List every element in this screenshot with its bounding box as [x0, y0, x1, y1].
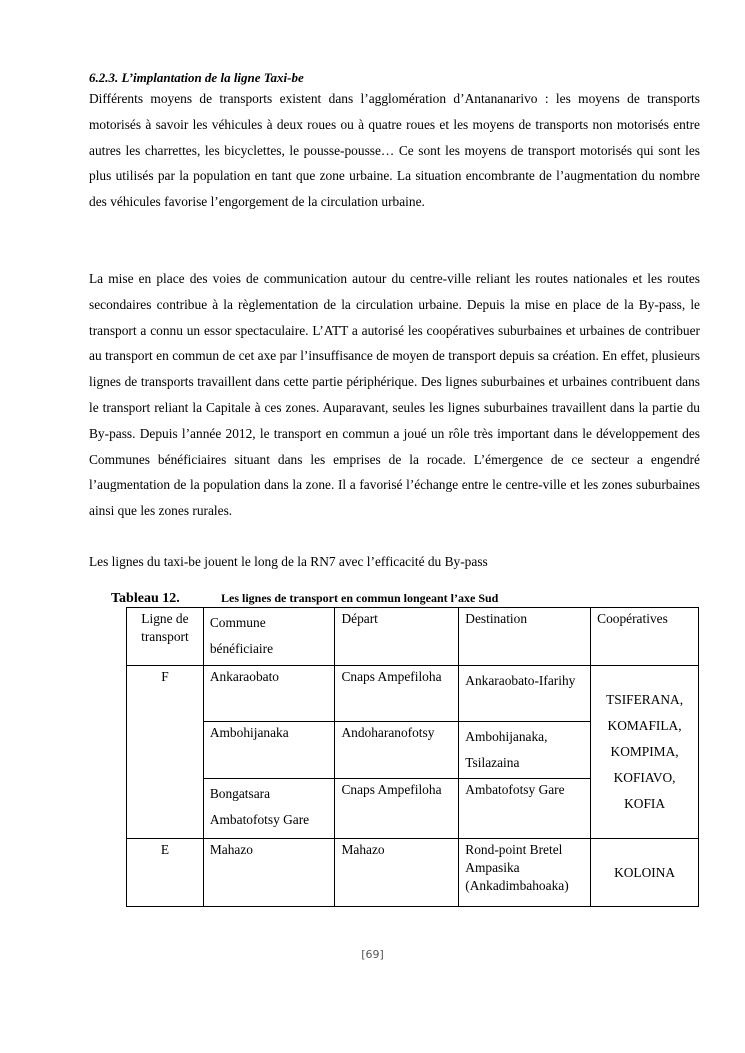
header-depart: Départ: [335, 608, 459, 666]
table-caption: [111, 589, 499, 607]
cell-destination: Ambohijanaka, Tsilazaina: [459, 722, 591, 779]
paragraph-transport-means: Différents moyens de transports existent dans l’agglomération d’Antananarivo : les moyens de transports motorisés à savoir les véhicules à deux roues ou à quatre roues et les moyens de transports non motorisés entre autres les charrettes, les bicyclettes, le pousse-pousse… Ce sont les moyens de transport motorisés qui sont les plus utilisés par la population en tant que zone urbaine. La situation encombrante de l’augmentation du nombre des véhicules favorise l’engorgement de la circulation urbaine.: [89, 91, 700, 210]
cell-ligne: E: [127, 839, 204, 907]
header-destination: Destination: [459, 608, 591, 666]
cell-depart: Mahazo: [335, 839, 459, 907]
paragraph-bypass: La mise en place des voies de communication autour du centre-ville reliant les routes nationales et les routes secondaires contribue à la règlementation de la circulation urbaine. Depuis la mise en place de la By-pass, le transport a connu un essor spectaculaire. L’ATT a autorisé les coopératives suburbaines et urbaines de contribuer au transport en commun de cet axe par l’insuffisance de moyen de transport depuis sa création. En effet, plusieurs lignes de transports travaillent dans cette partie périphérique. Des lignes suburbaines et urbaines contribuent dans le transport reliant la Capitale à ces zones. Auparavant, seules les lignes suburbaines travaillent dans la partie du By-pass. Depuis l’année 2012, le transport en commun a joué un rôle très important dans le développement des Communes bénéficiaires situant dans les emprises de la rocade. L’émergence de ce secteur a engendré l’augmentation de la population dans la zone. Il a favorisé l’échange entre le centre-ville et les zones suburbaines ainsi que les zones rurales.: [89, 271, 700, 519]
table-row: [127, 839, 699, 907]
cell-cooperatives-f: TSIFERANA, KOMAFILA, KOMPIMA, KOFIAVO, KOFIA: [591, 666, 699, 839]
transport-lines-table: [126, 607, 699, 907]
cell-commune: Mahazo: [203, 839, 335, 907]
header-commune: Commune bénéficiaire: [203, 608, 335, 666]
table-header-row: [127, 608, 699, 666]
cell-destination: Rond-point Bretel Ampasika (Ankadimbahoaka): [459, 839, 591, 907]
cell-commune: Bongatsara Ambatofotsy Gare: [203, 779, 335, 839]
cell-commune: Ambohijanaka: [203, 722, 335, 779]
cell-destination: Ambatofotsy Gare: [459, 779, 591, 839]
header-ligne: Ligne de transport: [127, 608, 204, 666]
page-number: [69]: [361, 948, 384, 961]
cell-commune: Ankaraobato: [203, 666, 335, 722]
cell-destination: Ankaraobato-Ifarihy: [459, 666, 591, 722]
table-title: Les lignes de transport en commun longeant l’axe Sud: [221, 591, 499, 605]
cell-depart: Cnaps Ampefiloha: [335, 666, 459, 722]
table-row: [127, 666, 699, 722]
table-label: Tableau 12.: [111, 591, 180, 606]
cell-depart: Andoharanofotsy: [335, 722, 459, 779]
cell-depart: Cnaps Ampefiloha: [335, 779, 459, 839]
cell-ligne: F: [127, 666, 204, 839]
paragraph-taxi-be-lines: Les lignes du taxi-be jouent le long de la RN7 avec l’efficacité du By-pass: [89, 554, 488, 569]
header-cooperatives: Coopératives: [591, 608, 699, 666]
cell-cooperatives-e: KOLOINA: [591, 839, 699, 907]
section-heading: 6.2.3. L’implantation de la ligne Taxi-be: [89, 70, 304, 85]
